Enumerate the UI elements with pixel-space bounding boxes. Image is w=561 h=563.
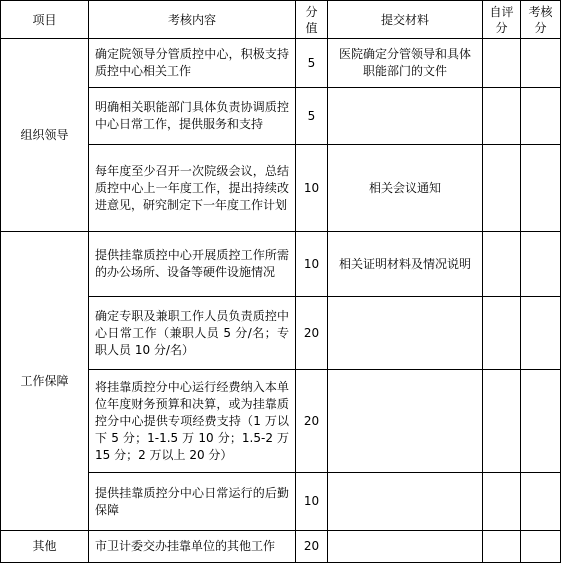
row-self-score[interactable]: [483, 88, 521, 145]
row-materials: 相关证明材料及情况说明: [328, 232, 483, 297]
row-content: 提供挂靠质控分中心日常运行的后勤保障: [89, 473, 296, 531]
header-row: [1, 1, 561, 39]
section-name: 组织领导: [1, 39, 89, 232]
row-review-score[interactable]: [521, 39, 561, 88]
row-self-score[interactable]: [483, 232, 521, 297]
row-self-score[interactable]: [483, 531, 521, 563]
row-score: 10: [296, 145, 328, 232]
header-self-score: 自评分: [483, 1, 521, 39]
header-review-score: 考核分: [521, 1, 561, 39]
row-materials: [328, 88, 483, 145]
table-row: [1, 531, 561, 563]
row-score: 10: [296, 473, 328, 531]
row-content: 每年度至少召开一次院级会议，总结质控中心上一年度工作，提出持续改进意见，研究制定下一年度工作计划: [89, 145, 296, 232]
table-row: [1, 39, 561, 88]
row-score: 20: [296, 297, 328, 370]
row-materials: 医院确定分管领导和具体职能部门的文件: [328, 39, 483, 88]
row-self-score[interactable]: [483, 145, 521, 232]
row-content: 提供挂靠质控中心开展质控工作所需的办公场所、设备等硬件设施情况: [89, 232, 296, 297]
row-review-score[interactable]: [521, 370, 561, 473]
row-self-score[interactable]: [483, 370, 521, 473]
row-self-score[interactable]: [483, 297, 521, 370]
row-materials: [328, 370, 483, 473]
row-materials: [328, 531, 483, 563]
row-score: 5: [296, 39, 328, 88]
header-item: 项目: [1, 1, 89, 39]
row-score: 20: [296, 531, 328, 563]
row-content: 确定院领导分管质控中心，积极支持质控中心相关工作: [89, 39, 296, 88]
row-content: 确定专职及兼职工作人员负责质控中心日常工作（兼职人员 5 分/名；专职人员 10 分/名）: [89, 297, 296, 370]
row-materials: [328, 297, 483, 370]
row-score: 5: [296, 88, 328, 145]
header-content: 考核内容: [89, 1, 296, 39]
section-name: 其他: [1, 531, 89, 563]
row-materials: [328, 473, 483, 531]
row-content: 将挂靠质控分中心运行经费纳入本单位年度财务预算和决算，或为挂靠质控分中心提供专项经费支持（1 万以下 5 分；1-1.5 万 10 分；1.5-2 万 15 分；2 万以上 20 分）: [89, 370, 296, 473]
row-score: 20: [296, 370, 328, 473]
row-self-score[interactable]: [483, 39, 521, 88]
table-row: [1, 232, 561, 297]
row-review-score[interactable]: [521, 145, 561, 232]
header-materials: 提交材料: [328, 1, 483, 39]
row-content: 市卫计委交办挂靠单位的其他工作: [89, 531, 296, 563]
row-content: 明确相关职能部门具体负责协调质控中心日常工作，提供服务和支持: [89, 88, 296, 145]
row-score: 10: [296, 232, 328, 297]
row-review-score[interactable]: [521, 531, 561, 563]
row-self-score[interactable]: [483, 473, 521, 531]
row-review-score[interactable]: [521, 232, 561, 297]
header-score: 分值: [296, 1, 328, 39]
section-name: 工作保障: [1, 232, 89, 531]
row-materials: 相关会议通知: [328, 145, 483, 232]
row-review-score[interactable]: [521, 297, 561, 370]
row-review-score[interactable]: [521, 88, 561, 145]
row-review-score[interactable]: [521, 473, 561, 531]
